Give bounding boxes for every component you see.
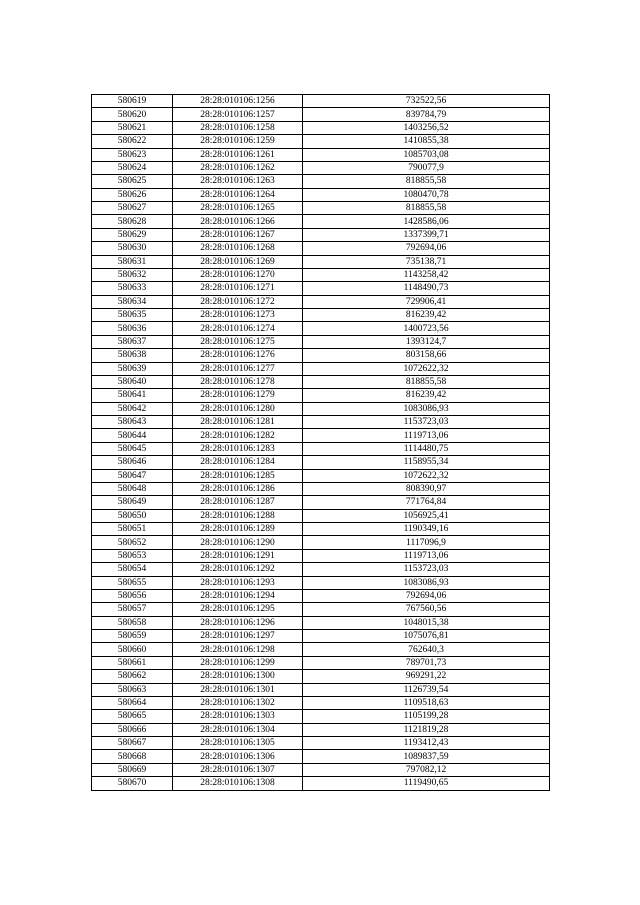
value-cell: 839784,79: [303, 108, 550, 121]
cadastral-number-cell: 28:28:010106:1288: [173, 509, 303, 522]
table-row: [92, 349, 550, 362]
value-cell: 1117096,9: [303, 536, 550, 549]
table-row: [92, 362, 550, 375]
row-id-cell: 580643: [92, 416, 173, 429]
row-id-cell: 580661: [92, 656, 173, 669]
table-row: [92, 108, 550, 121]
table-row: [92, 309, 550, 322]
value-cell: 1410855,38: [303, 135, 550, 148]
cadastral-number-cell: 28:28:010106:1285: [173, 469, 303, 482]
cadastral-number-cell: 28:28:010106:1270: [173, 268, 303, 281]
table-row: [92, 335, 550, 348]
cadastral-number-cell: 28:28:010106:1303: [173, 710, 303, 723]
value-cell: 789701,73: [303, 656, 550, 669]
row-id-cell: 580651: [92, 523, 173, 536]
cadastral-number-cell: 28:28:010106:1291: [173, 549, 303, 562]
value-cell: 792694,06: [303, 589, 550, 602]
row-id-cell: 580637: [92, 335, 173, 348]
cadastral-number-cell: 28:28:010106:1289: [173, 523, 303, 536]
row-id-cell: 580640: [92, 375, 173, 388]
value-cell: 1109518,63: [303, 696, 550, 709]
cadastral-number-cell: 28:28:010106:1265: [173, 202, 303, 215]
row-id-cell: 580662: [92, 670, 173, 683]
value-cell: 1089837,59: [303, 750, 550, 763]
cadastral-number-cell: 28:28:010106:1267: [173, 228, 303, 241]
table-row: [92, 442, 550, 455]
cadastral-number-cell: 28:28:010106:1264: [173, 188, 303, 201]
row-id-cell: 580659: [92, 630, 173, 643]
value-cell: 1119713,06: [303, 429, 550, 442]
table-row: [92, 482, 550, 495]
value-cell: 771764,84: [303, 496, 550, 509]
value-cell: 818855,58: [303, 202, 550, 215]
cadastral-number-cell: 28:28:010106:1278: [173, 375, 303, 388]
table-row: [92, 696, 550, 709]
cadastral-number-cell: 28:28:010106:1283: [173, 442, 303, 455]
data-table: [91, 94, 550, 791]
table-row: [92, 389, 550, 402]
value-cell: 1105199,28: [303, 710, 550, 723]
cadastral-number-cell: 28:28:010106:1298: [173, 643, 303, 656]
cadastral-number-cell: 28:28:010106:1257: [173, 108, 303, 121]
row-id-cell: 580670: [92, 777, 173, 790]
table-row: [92, 589, 550, 602]
value-cell: 762640,3: [303, 643, 550, 656]
table-row: [92, 429, 550, 442]
value-cell: 1143258,42: [303, 268, 550, 281]
cadastral-number-cell: 28:28:010106:1304: [173, 723, 303, 736]
cadastral-number-cell: 28:28:010106:1300: [173, 670, 303, 683]
value-cell: 1114480,75: [303, 442, 550, 455]
table-row: [92, 121, 550, 134]
table-row: [92, 616, 550, 629]
value-cell: 1193412,43: [303, 737, 550, 750]
value-cell: 803158,66: [303, 349, 550, 362]
cadastral-number-cell: 28:28:010106:1284: [173, 456, 303, 469]
cadastral-number-cell: 28:28:010106:1268: [173, 242, 303, 255]
row-id-cell: 580639: [92, 362, 173, 375]
cadastral-number-cell: 28:28:010106:1279: [173, 389, 303, 402]
cadastral-number-cell: 28:28:010106:1302: [173, 696, 303, 709]
value-cell: 969291,22: [303, 670, 550, 683]
table-row: [92, 670, 550, 683]
row-id-cell: 580645: [92, 442, 173, 455]
table-row: [92, 95, 550, 108]
table-row: [92, 268, 550, 281]
value-cell: 1158955,34: [303, 456, 550, 469]
row-id-cell: 580658: [92, 616, 173, 629]
row-id-cell: 580619: [92, 95, 173, 108]
cadastral-number-cell: 28:28:010106:1275: [173, 335, 303, 348]
row-id-cell: 580622: [92, 135, 173, 148]
cadastral-number-cell: 28:28:010106:1307: [173, 763, 303, 776]
row-id-cell: 580625: [92, 175, 173, 188]
row-id-cell: 580665: [92, 710, 173, 723]
table-row: [92, 322, 550, 335]
value-cell: 1075076,81: [303, 630, 550, 643]
value-cell: 816239,42: [303, 309, 550, 322]
row-id-cell: 580650: [92, 509, 173, 522]
cadastral-number-cell: 28:28:010106:1308: [173, 777, 303, 790]
row-id-cell: 580638: [92, 349, 173, 362]
row-id-cell: 580652: [92, 536, 173, 549]
row-id-cell: 580621: [92, 121, 173, 134]
table-row: [92, 656, 550, 669]
value-cell: 1083086,93: [303, 402, 550, 415]
cadastral-number-cell: 28:28:010106:1297: [173, 630, 303, 643]
value-cell: 808390,97: [303, 482, 550, 495]
table-row: [92, 148, 550, 161]
cadastral-number-cell: 28:28:010106:1305: [173, 737, 303, 750]
value-cell: 790077,9: [303, 161, 550, 174]
table-row: [92, 710, 550, 723]
table-body: [92, 95, 550, 791]
row-id-cell: 580654: [92, 563, 173, 576]
table-row: [92, 175, 550, 188]
table-row: [92, 496, 550, 509]
table-row: [92, 683, 550, 696]
row-id-cell: 580624: [92, 161, 173, 174]
row-id-cell: 580626: [92, 188, 173, 201]
cadastral-number-cell: 28:28:010106:1296: [173, 616, 303, 629]
row-id-cell: 580655: [92, 576, 173, 589]
table-row: [92, 737, 550, 750]
value-cell: 792694,06: [303, 242, 550, 255]
cadastral-number-cell: 28:28:010106:1272: [173, 295, 303, 308]
value-cell: 1083086,93: [303, 576, 550, 589]
value-cell: 1148490,73: [303, 282, 550, 295]
table-row: [92, 161, 550, 174]
cadastral-number-cell: 28:28:010106:1271: [173, 282, 303, 295]
row-id-cell: 580660: [92, 643, 173, 656]
row-id-cell: 580657: [92, 603, 173, 616]
value-cell: 1121819,28: [303, 723, 550, 736]
row-id-cell: 580634: [92, 295, 173, 308]
table-row: [92, 242, 550, 255]
row-id-cell: 580631: [92, 255, 173, 268]
value-cell: 1190349,16: [303, 523, 550, 536]
table-row: [92, 188, 550, 201]
value-cell: 1428586,06: [303, 215, 550, 228]
value-cell: 1048015,38: [303, 616, 550, 629]
cadastral-number-cell: 28:28:010106:1280: [173, 402, 303, 415]
table-row: [92, 576, 550, 589]
cadastral-number-cell: 28:28:010106:1263: [173, 175, 303, 188]
cadastral-number-cell: 28:28:010106:1269: [173, 255, 303, 268]
cadastral-number-cell: 28:28:010106:1261: [173, 148, 303, 161]
row-id-cell: 580635: [92, 309, 173, 322]
row-id-cell: 580620: [92, 108, 173, 121]
table-row: [92, 282, 550, 295]
value-cell: 1072622,32: [303, 362, 550, 375]
row-id-cell: 580663: [92, 683, 173, 696]
cadastral-number-cell: 28:28:010106:1286: [173, 482, 303, 495]
value-cell: 729906,41: [303, 295, 550, 308]
table-row: [92, 255, 550, 268]
value-cell: 1126739,54: [303, 683, 550, 696]
table-row: [92, 523, 550, 536]
table-row: [92, 603, 550, 616]
row-id-cell: 580629: [92, 228, 173, 241]
value-cell: 1072622,32: [303, 469, 550, 482]
table-row: [92, 643, 550, 656]
table-row: [92, 723, 550, 736]
table-row: [92, 295, 550, 308]
row-id-cell: 580628: [92, 215, 173, 228]
value-cell: 1085703,08: [303, 148, 550, 161]
table-row: [92, 777, 550, 790]
cadastral-number-cell: 28:28:010106:1258: [173, 121, 303, 134]
value-cell: 1403256,52: [303, 121, 550, 134]
value-cell: 735138,71: [303, 255, 550, 268]
row-id-cell: 580623: [92, 148, 173, 161]
value-cell: 1056925,41: [303, 509, 550, 522]
row-id-cell: 580636: [92, 322, 173, 335]
value-cell: 818855,58: [303, 175, 550, 188]
value-cell: 1153723,03: [303, 563, 550, 576]
cadastral-number-cell: 28:28:010106:1273: [173, 309, 303, 322]
table-row: [92, 469, 550, 482]
value-cell: 732522,56: [303, 95, 550, 108]
cadastral-number-cell: 28:28:010106:1301: [173, 683, 303, 696]
cadastral-number-cell: 28:28:010106:1262: [173, 161, 303, 174]
row-id-cell: 580647: [92, 469, 173, 482]
table-row: [92, 135, 550, 148]
value-cell: 1400723,56: [303, 322, 550, 335]
cadastral-number-cell: 28:28:010106:1282: [173, 429, 303, 442]
cadastral-number-cell: 28:28:010106:1281: [173, 416, 303, 429]
value-cell: 797082,12: [303, 763, 550, 776]
value-cell: 1393124,7: [303, 335, 550, 348]
row-id-cell: 580630: [92, 242, 173, 255]
cadastral-number-cell: 28:28:010106:1294: [173, 589, 303, 602]
cadastral-number-cell: 28:28:010106:1293: [173, 576, 303, 589]
value-cell: 1119713,06: [303, 549, 550, 562]
cadastral-number-cell: 28:28:010106:1306: [173, 750, 303, 763]
cadastral-number-cell: 28:28:010106:1290: [173, 536, 303, 549]
row-id-cell: 580642: [92, 402, 173, 415]
value-cell: 767560,56: [303, 603, 550, 616]
row-id-cell: 580627: [92, 202, 173, 215]
table-row: [92, 563, 550, 576]
cadastral-number-cell: 28:28:010106:1276: [173, 349, 303, 362]
cadastral-number-cell: 28:28:010106:1292: [173, 563, 303, 576]
table-row: [92, 416, 550, 429]
row-id-cell: 580656: [92, 589, 173, 602]
row-id-cell: 580641: [92, 389, 173, 402]
row-id-cell: 580664: [92, 696, 173, 709]
table-row: [92, 456, 550, 469]
value-cell: 1080470,78: [303, 188, 550, 201]
cadastral-number-cell: 28:28:010106:1274: [173, 322, 303, 335]
table-row: [92, 763, 550, 776]
cadastral-number-cell: 28:28:010106:1287: [173, 496, 303, 509]
table-row: [92, 402, 550, 415]
row-id-cell: 580667: [92, 737, 173, 750]
row-id-cell: 580668: [92, 750, 173, 763]
table-row: [92, 215, 550, 228]
row-id-cell: 580646: [92, 456, 173, 469]
row-id-cell: 580666: [92, 723, 173, 736]
table-row: [92, 536, 550, 549]
row-id-cell: 580632: [92, 268, 173, 281]
value-cell: 1153723,03: [303, 416, 550, 429]
row-id-cell: 580644: [92, 429, 173, 442]
cadastral-number-cell: 28:28:010106:1259: [173, 135, 303, 148]
cadastral-number-cell: 28:28:010106:1256: [173, 95, 303, 108]
cadastral-number-cell: 28:28:010106:1295: [173, 603, 303, 616]
row-id-cell: 580669: [92, 763, 173, 776]
value-cell: 818855,58: [303, 375, 550, 388]
row-id-cell: 580648: [92, 482, 173, 495]
table-row: [92, 228, 550, 241]
cadastral-number-cell: 28:28:010106:1277: [173, 362, 303, 375]
value-cell: 1337399,71: [303, 228, 550, 241]
row-id-cell: 580653: [92, 549, 173, 562]
value-cell: 816239,42: [303, 389, 550, 402]
table-row: [92, 375, 550, 388]
table-row: [92, 750, 550, 763]
table-row: [92, 509, 550, 522]
value-cell: 1119490,65: [303, 777, 550, 790]
row-id-cell: 580633: [92, 282, 173, 295]
table-row: [92, 549, 550, 562]
cadastral-number-cell: 28:28:010106:1266: [173, 215, 303, 228]
table-row: [92, 202, 550, 215]
table-row: [92, 630, 550, 643]
cadastral-number-cell: 28:28:010106:1299: [173, 656, 303, 669]
row-id-cell: 580649: [92, 496, 173, 509]
